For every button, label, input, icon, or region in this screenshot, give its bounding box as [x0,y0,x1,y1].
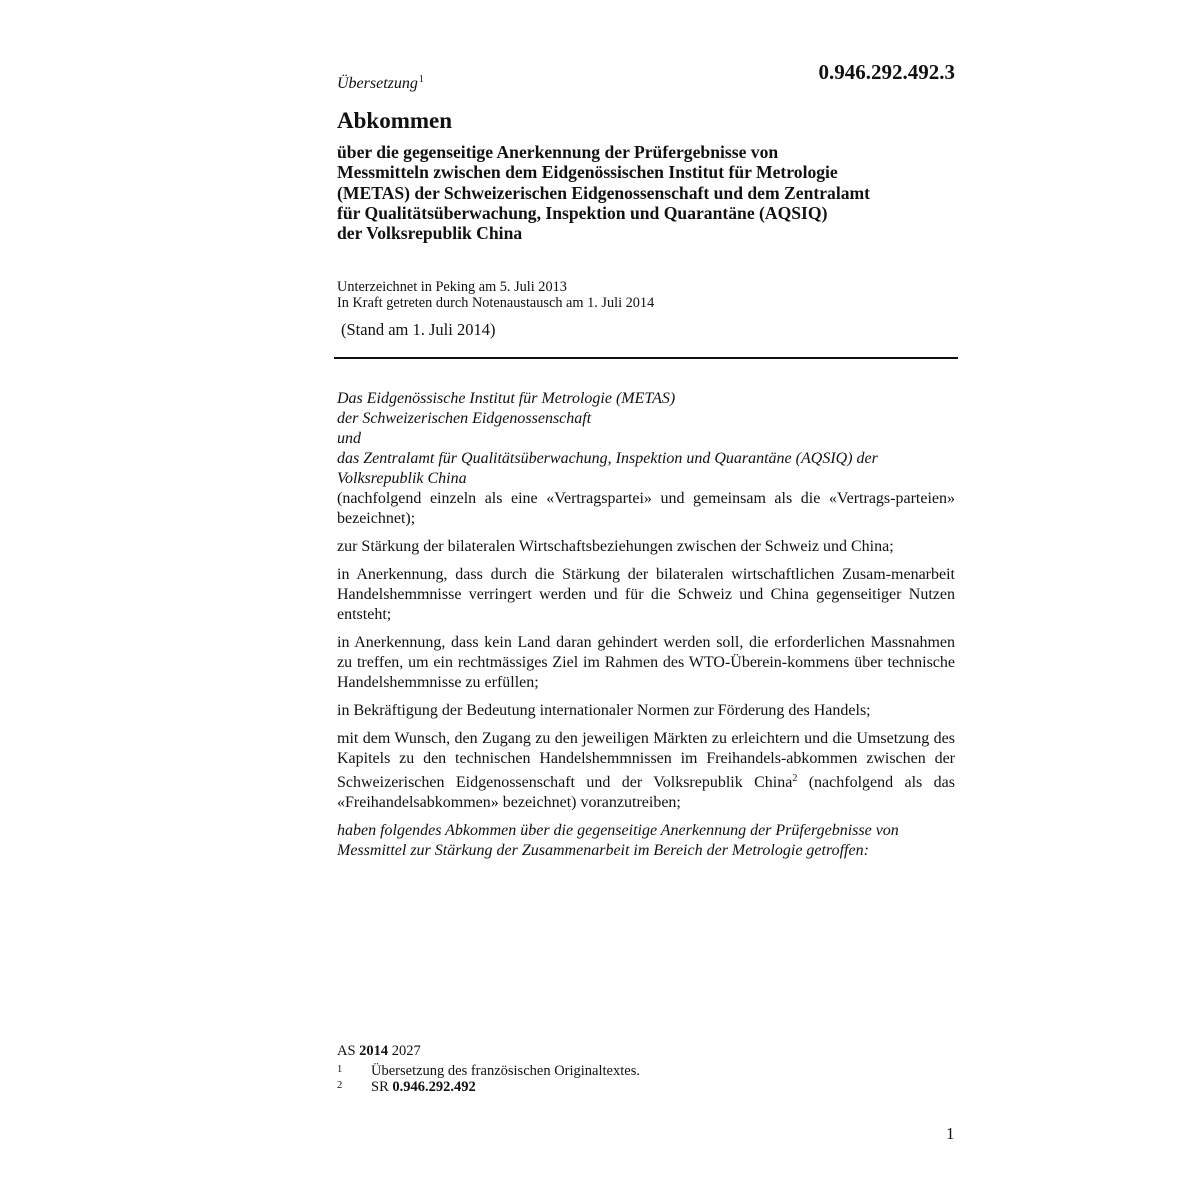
subtitle-line: der Volksrepublik China [337,223,523,244]
recital-1: zur Stärkung der bilateralen Wirtschaftsbeziehungen zwischen der Schweiz und China; [337,538,894,555]
recital-5-text-end: (nachfolgend als das «Freihandelsabkommen» bezeichnet) voranzutreiben; [337,774,955,811]
document-subtitle [337,142,967,243]
as-prefix: AS [337,1043,356,1059]
document-title: Abkommen [337,108,453,133]
translation-text: Übersetzung [337,75,418,92]
footnote-ref-1[interactable]: 1 [418,74,424,85]
designation-clause: (nachfolgend einzeln als eine «Vertragspartei» und gemeinsam als die «Vertrags-parteien» bezeichnet); [337,490,955,527]
sr-number: 0.946.292.492.3 [818,60,955,84]
as-page: 2027 [391,1043,421,1059]
footnotes [337,1043,640,1095]
status-date: (Stand am 1. Juli 2014) [341,320,496,339]
party-1-line-2: der Schweizerischen Eidgenossenschaft [337,410,592,427]
preamble [337,389,955,861]
in-force-date: In Kraft getreten durch Notenaustausch am 1. Juli 2014 [337,295,655,311]
footnote-text [371,1079,476,1095]
as-year: 2014 [359,1043,389,1059]
recital-4: in Bekräftigung der Bedeutung internationaler Normen zur Förderung des Handels; [337,702,871,719]
recital-3: in Anerkennung, dass kein Land daran gehindert werden soll, die erforderlichen Massnahmen zu treffen, um ein rechtmässiges Ziel im Rahmen des WTO-Überein-kommens über technische Handelshemmnisse zu erfüllen; [337,634,955,691]
header-divider [334,357,958,359]
subtitle-line: Messmitteln zwischen dem Eidgenössischen Institut für Metrologie [337,162,838,183]
recital-5-text: mit dem Wunsch, den Zugang zu den jeweiligen Märkten zu erleichtern und die Umsetzung des Kapitels zu den technischen Handelshemmnissen im Freihandels-abkommen zwischen der Schweizerischen Eidgenossenschaft und der Volksrepublik China [337,730,955,791]
subtitle-line: für Qualitätsüberwachung, Inspektion und Quarantäne (AQSIQ) [337,202,828,223]
signed-date: Unterzeichnet in Peking am 5. Juli 2013 [337,279,567,295]
subtitle-line: (METAS) der Schweizerischen Eidgenossenschaft und dem Zentralamt [337,182,871,203]
sr-prefix: SR [371,1079,389,1095]
recital-2: in Anerkennung, dass durch die Stärkung der bilateralen wirtschaftlichen Zusam-menarbeit Handelshemmnisse verringert werden und für die Schweiz und China gegenseitiger Nutzen entsteht; [337,566,955,623]
party-2: das Zentralamt für Qualitätsüberwachung, Inspektion und Quarantäne (AQSIQ) der Volksrepublik China [337,450,878,487]
sr-reference[interactable]: 0.946.292.492 [392,1079,476,1095]
subtitle-line: über die gegenseitige Anerkennung der Prüfergebnisse von [337,142,779,162]
recital-5 [337,729,955,813]
official-collection-ref [337,1043,640,1059]
party-1-line-1: Das Eidgenössische Institut für Metrologie (METAS) [337,390,676,407]
footnote-2 [337,1079,640,1095]
translation-label [337,74,424,93]
footnote-text: Übersetzung des französischen Originaltextes. [371,1063,640,1079]
footnote-ref-2[interactable]: 2 [792,773,798,784]
signature-info [337,279,654,311]
page-number: 1 [946,1124,955,1143]
footnote-1 [337,1063,640,1079]
footnote-number: 1 [337,1064,343,1075]
closing-clause: haben folgendes Abkommen über die gegenseitige Anerkennung der Prüfergebnisse von Messmittel zur Stärkung der Zusammenarbeit im Bereich der Metrologie getroffen: [337,822,899,859]
conjunction: und [337,430,361,447]
footnote-number: 2 [337,1080,343,1091]
